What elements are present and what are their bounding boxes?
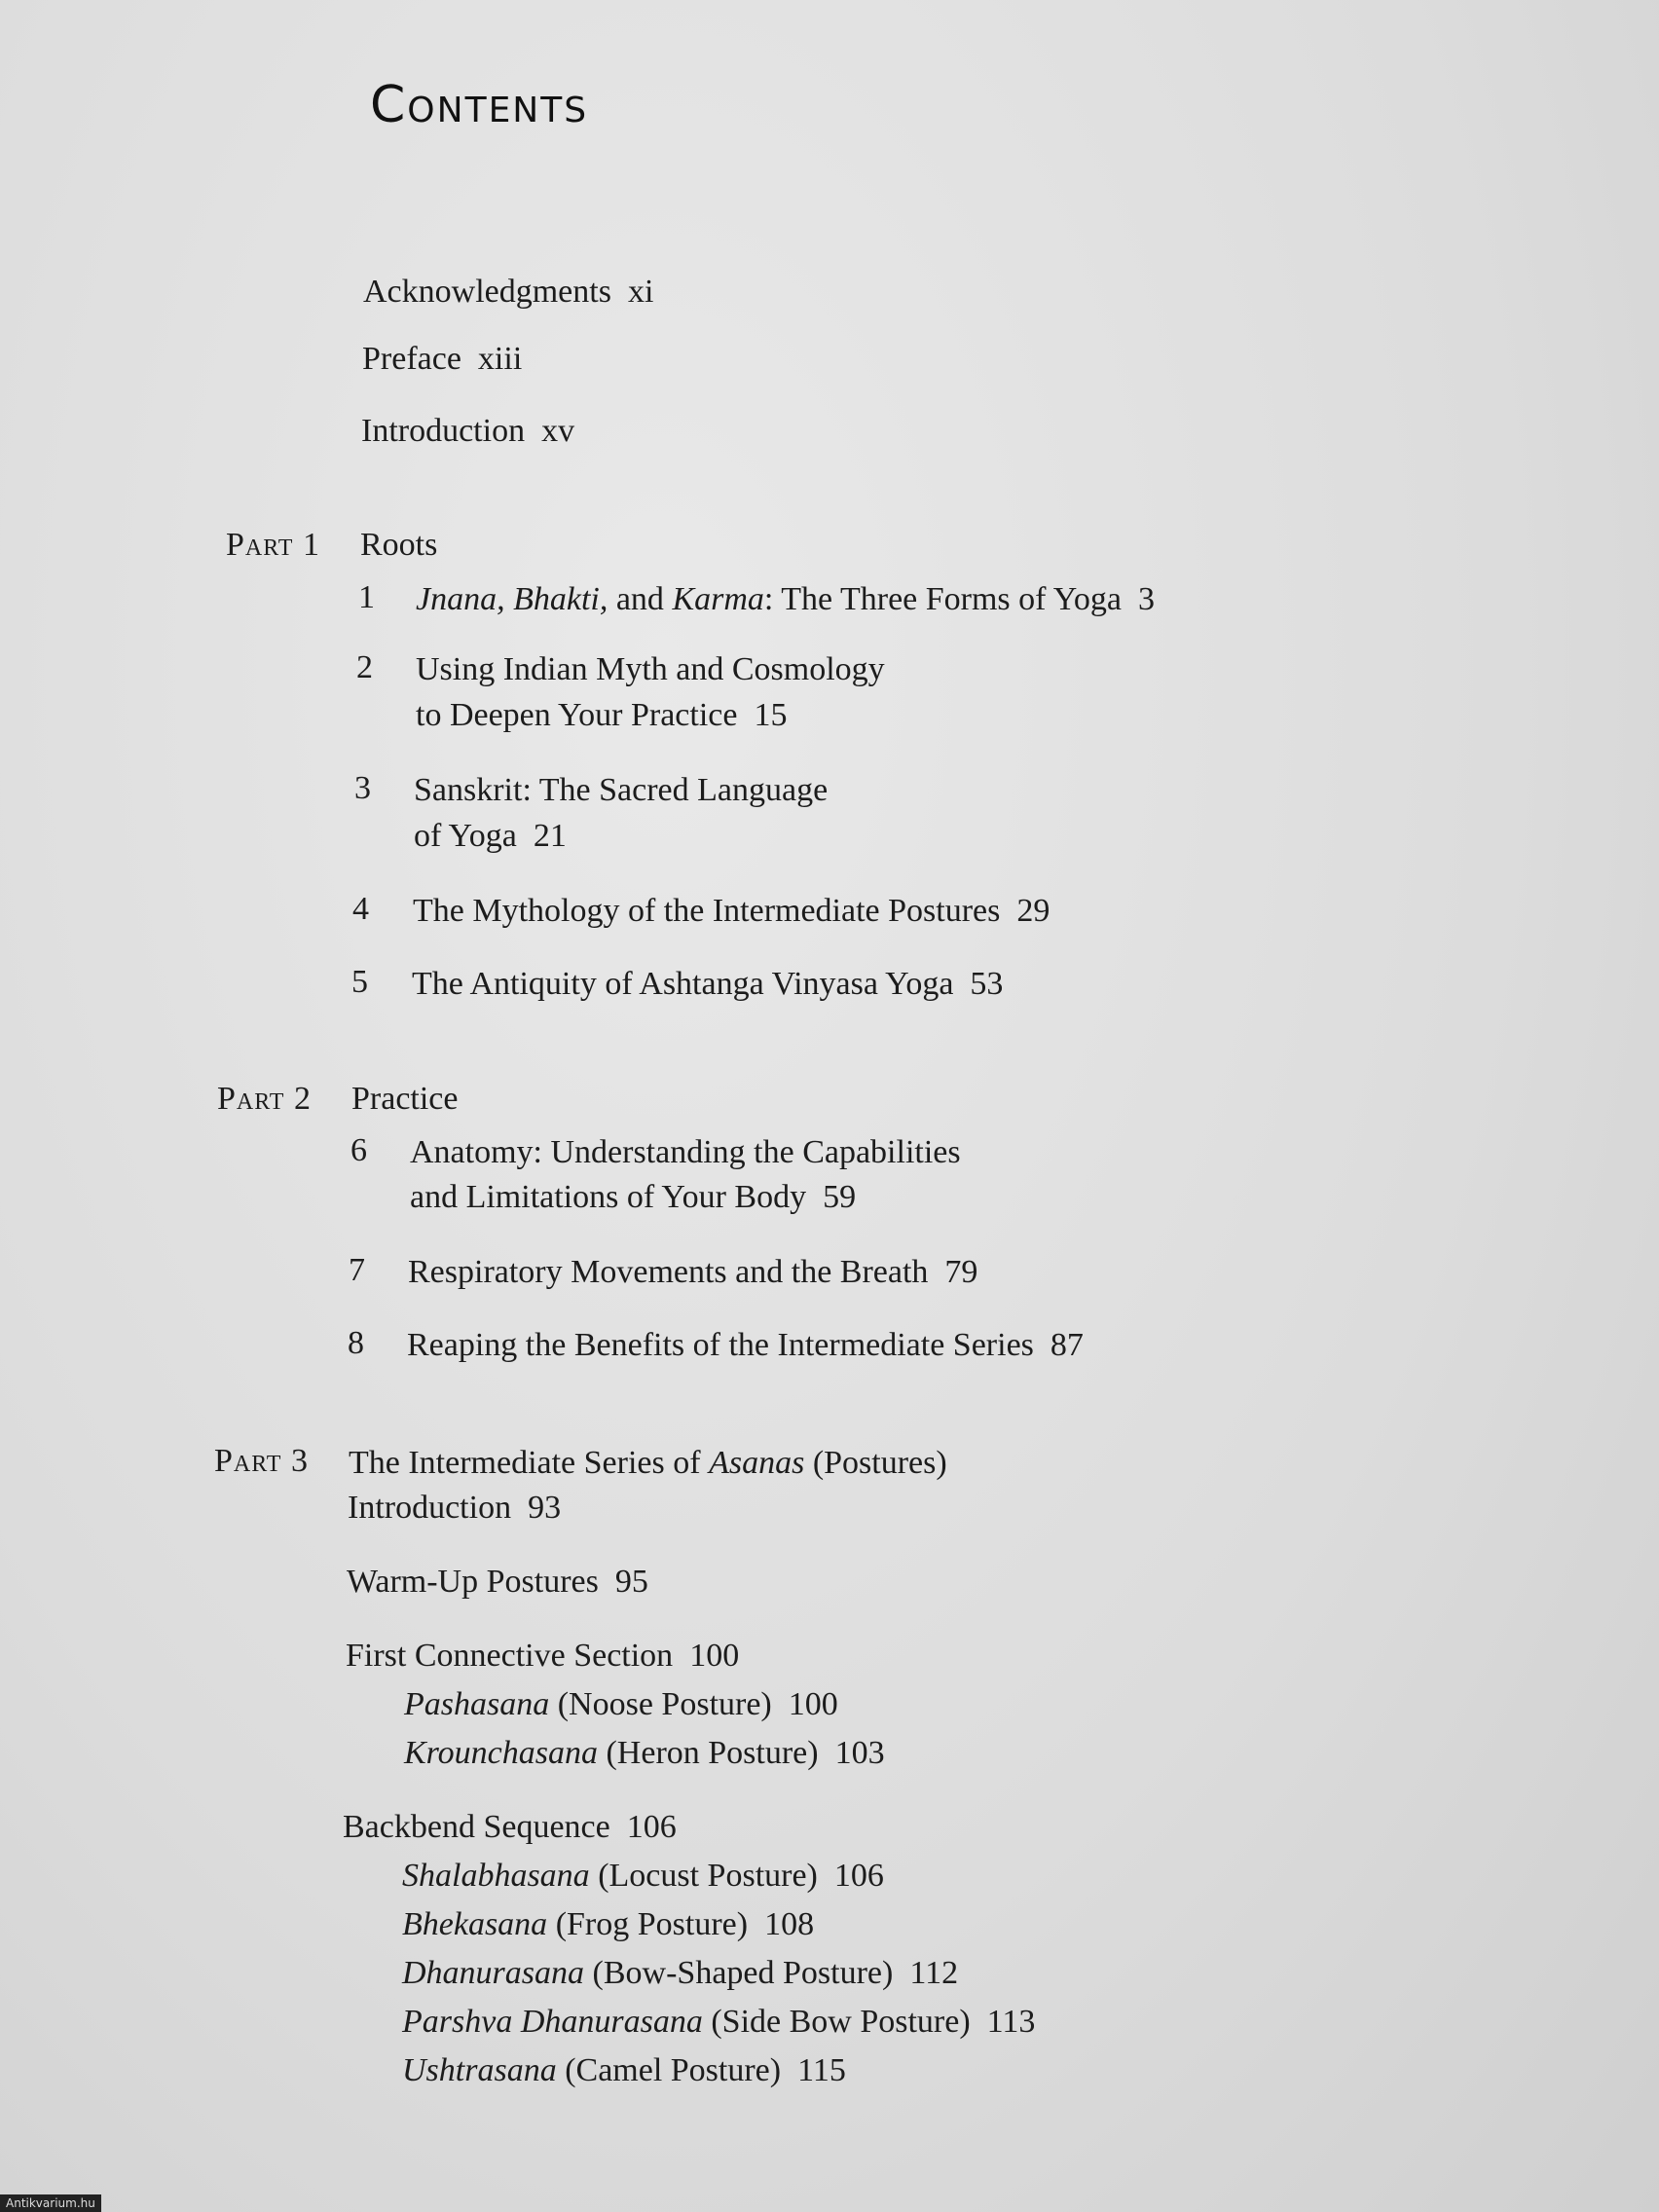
part-3-introduction: Introduction 93 xyxy=(348,1490,562,1526)
chapter-5-title: The Antiquity of Ashtanga Vinyasa Yoga 53 xyxy=(412,966,1004,1002)
chapter-3-title-line2: of Yoga 21 xyxy=(414,818,567,854)
posture-pashasana: Pashasana (Noose Posture) 100 xyxy=(404,1686,838,1722)
part-3-label: Part 3 xyxy=(214,1443,309,1479)
toc-entry-acknowledgments: Acknowledgments xi xyxy=(363,274,654,310)
chapter-1-number: 1 xyxy=(358,579,375,615)
posture-krounchasana: Krounchasana (Heron Posture) 103 xyxy=(404,1735,885,1771)
posture-ushtrasana: Ushtrasana (Camel Posture) 115 xyxy=(402,2052,846,2088)
chapter-1-title: Jnana, Bhakti, and Karma: The Three Forms of Yoga 3 xyxy=(416,581,1155,617)
part-2-label: Part 2 xyxy=(217,1081,312,1117)
chapter-7-title: Respiratory Movements and the Breath 79 xyxy=(408,1254,978,1290)
chapter-8-number: 8 xyxy=(348,1325,364,1361)
warm-up-postures: Warm-Up Postures 95 xyxy=(347,1564,648,1600)
watermark: Antikvarium.hu xyxy=(0,2194,101,2212)
chapter-6-title-line2: and Limitations of Your Body 59 xyxy=(410,1179,857,1215)
posture-bhekasana: Bhekasana (Frog Posture) 108 xyxy=(402,1906,815,1942)
chapter-2-number: 2 xyxy=(356,649,373,685)
chapter-2-title-line2: to Deepen Your Practice 15 xyxy=(416,697,788,733)
part-2-title: Practice xyxy=(351,1081,459,1117)
posture-shalabhasana: Shalabhasana (Locust Posture) 106 xyxy=(402,1858,884,1894)
chapter-3-number: 3 xyxy=(354,770,371,806)
chapter-7-number: 7 xyxy=(349,1252,365,1288)
page-title: Contents xyxy=(370,76,589,134)
part-1-label: Part 1 xyxy=(226,527,320,563)
chapter-6-number: 6 xyxy=(350,1132,367,1168)
backbend-sequence: Backbend Sequence 106 xyxy=(343,1809,677,1845)
first-connective-section: First Connective Section 100 xyxy=(346,1638,740,1674)
chapter-5-number: 5 xyxy=(351,964,368,1000)
chapter-6-title-line1: Anatomy: Understanding the Capabilities xyxy=(410,1134,961,1170)
part-1-title: Roots xyxy=(360,527,438,563)
chapter-3-title-line1: Sanskrit: The Sacred Language xyxy=(414,772,829,808)
chapter-4-number: 4 xyxy=(352,891,369,927)
chapter-8-title: Reaping the Benefits of the Intermediate Series 87 xyxy=(407,1327,1084,1363)
posture-parshva-dhanurasana: Parshva Dhanurasana (Side Bow Posture) 113 xyxy=(402,2004,1036,2040)
posture-dhanurasana: Dhanurasana (Bow-Shaped Posture) 112 xyxy=(402,1955,959,1991)
toc-entry-preface: Preface xiii xyxy=(362,341,523,377)
chapter-2-title-line1: Using Indian Myth and Cosmology xyxy=(416,651,885,687)
chapter-4-title: The Mythology of the Intermediate Postures 29 xyxy=(413,893,1051,929)
part-3-title: The Intermediate Series of Asanas (Postures) xyxy=(349,1445,947,1481)
toc-entry-introduction: Introduction xv xyxy=(361,413,575,449)
